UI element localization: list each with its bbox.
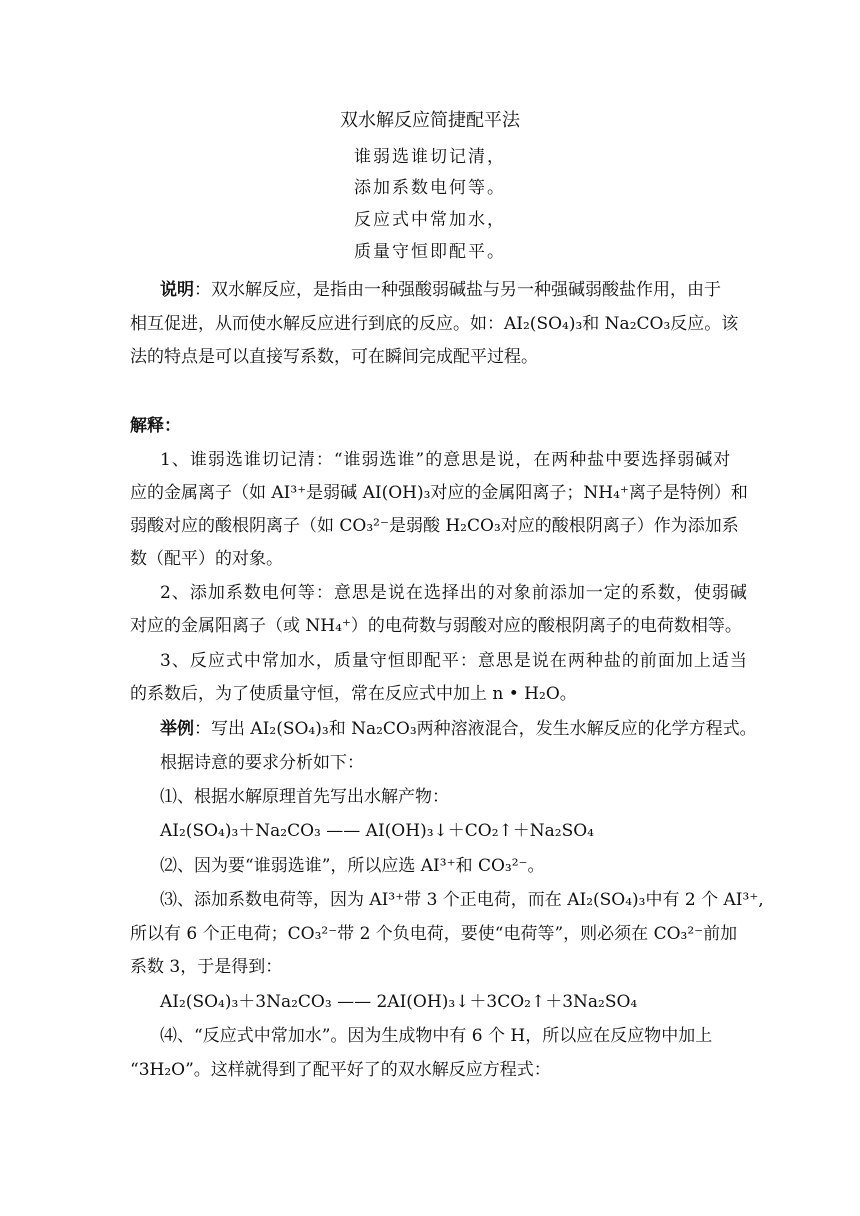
point1-line-3: 弱酸对应的酸根阴离子（如 CO₃²⁻是弱酸 H₂CO₃对应的酸根阴离子）作为添加系 [130, 516, 739, 536]
step4-line-1: ⑷、“反应式中常加水”。因为生成物中有 6 个 H，所以应在反应物中加上 [160, 1026, 713, 1046]
point2-line-2: 对应的金属阳离子（或 NH₄⁺）的电荷数与弱酸对应的酸根阴离子的电荷数相等。 [130, 616, 742, 636]
poem-line-3: 反应式中常加水， [354, 210, 506, 230]
equation-2: AI₂(SO₄)₃＋3Na₂CO₃ —— 2AI(OH)₃↓＋3CO₂↑＋3Na₂SO₄ [160, 992, 638, 1012]
point1-line-1: 1、谁弱选谁切记清：“谁弱选谁”的意思是说，在两种盐中要选择弱碱对 [160, 450, 732, 470]
poem-line-1: 谁弱选谁切记清， [354, 147, 506, 167]
point3-line-1: 3、反应式中常加水，质量守恒即配平：意思是说在两种盐的前面加上适当 [160, 651, 748, 671]
step2-text: ⑵、因为要“谁弱选谁”，所以应选 AI³⁺和 CO₃²⁻。 [160, 856, 545, 876]
step3-line-3: 系数 3，于是得到： [130, 957, 283, 977]
explain-paragraph-line-1 [160, 277, 740, 303]
point1-line-4: 数（配平）的对象。 [130, 549, 283, 569]
analysis-intro: 根据诗意的要求分析如下： [160, 753, 364, 773]
step1-text: ⑴、根据水解原理首先写出水解产物： [160, 787, 449, 807]
document-title: 双水解反应简捷配平法 [340, 110, 520, 131]
point2-line-1: 2、添加系数电何等：意思是说在选择出的对象前添加一定的系数，使弱碱 [160, 583, 748, 603]
equation-1: AI₂(SO₄)₃＋Na₂CO₃ —— AI(OH)₃↓＋CO₂↑＋Na₂SO₄ [160, 821, 594, 841]
explain-paragraph-line-3: 法的特点是可以直接写系数，可在瞬间完成配平过程。 [130, 347, 538, 367]
step3-line-2: 所以有 6 个正电荷；CO₃²⁻带 2 个负电荷，要使“电荷等”，则必须在 CO₃²⁻前加 [130, 924, 738, 944]
example-text: ：写出 AI₂(SO₄)₃和 Na₂CO₃两种溶液混合，发生水解反应的化学方程式。 [194, 719, 757, 739]
explain-text: ：双水解反应，是指由一种强酸弱碱盐与另一种强碱弱酸盐作用，由于 [194, 280, 721, 300]
poem-line-4: 质量守恒即配平。 [354, 242, 506, 262]
step3-line-1: ⑶、添加系数电荷等，因为 AI³⁺带 3 个正电荷，而在 AI₂(SO₄)₃中有 2 个 AI³⁺, [160, 890, 764, 910]
point3-line-2: 的系数后，为了使质量守恒，常在反应式中加上 n • H₂O。 [130, 684, 577, 704]
interpret-heading: 解释： [130, 416, 181, 436]
point1-line-2: 应的金属离子（如 AI³⁺是弱碱 AI(OH)₃对应的金属阳离子；NH₄⁺离子是特例）和 [130, 483, 748, 503]
explain-label: 说明 [160, 280, 194, 300]
poem-line-2: 添加系数电何等。 [354, 178, 506, 198]
example-line [160, 716, 757, 742]
explain-paragraph-line-2: 相互促进，从而使水解反应进行到底的反应。如：AI₂(SO₄)₃和 Na₂CO₃反应。该 [130, 314, 739, 334]
example-label: 举例 [160, 719, 194, 739]
step4-line-2: “3H₂O”。这样就得到了配平好了的双水解反应方程式： [130, 1060, 551, 1080]
